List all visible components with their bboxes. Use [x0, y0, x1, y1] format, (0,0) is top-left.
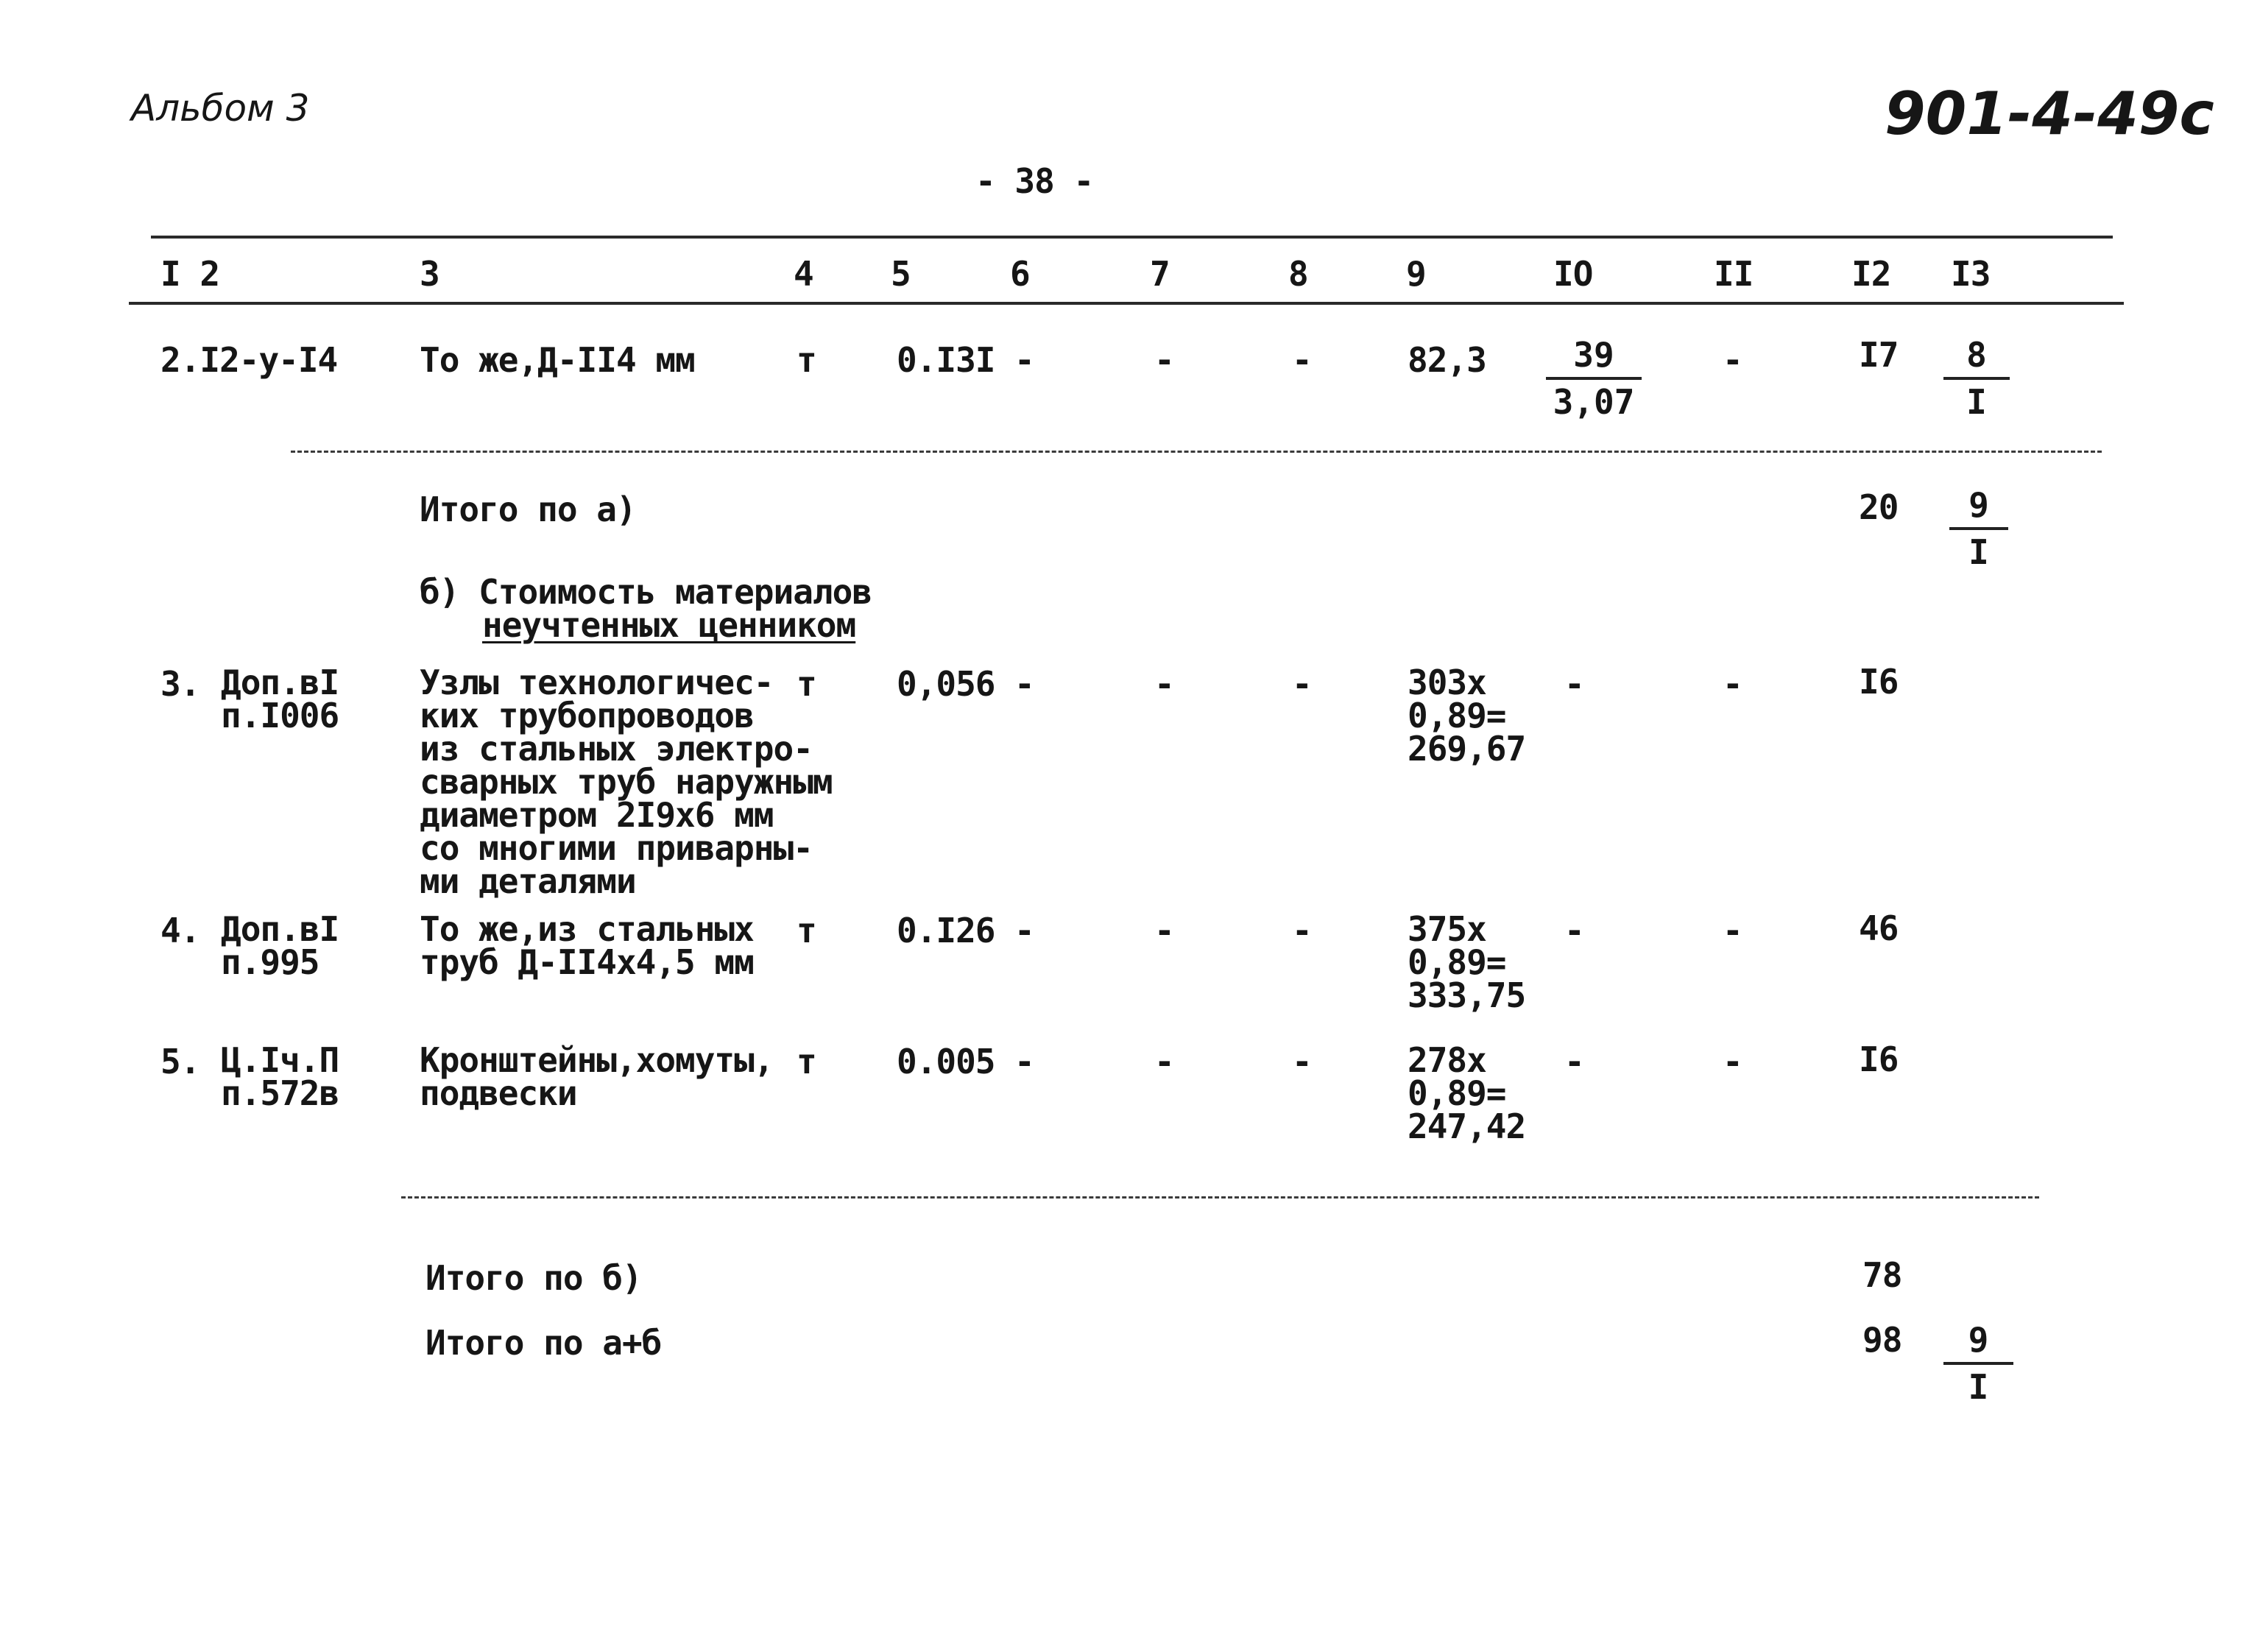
row-col12: I6 [1859, 662, 1899, 702]
row-col8: - [1292, 664, 1312, 704]
fraction-denominator: 3,07 [1553, 382, 1635, 422]
row-name: То же,из стальных труб Д-II4х4,5 мм [420, 909, 754, 982]
fraction-numerator: 39 [1546, 337, 1642, 380]
row-col11: - [1723, 664, 1742, 704]
row-col8: - [1292, 911, 1312, 950]
row-number: 4. [160, 911, 200, 950]
col-header-1-2: I 2 [160, 254, 220, 294]
col-header-7: 7 [1150, 254, 1170, 294]
header-bottom-rule [129, 302, 2124, 305]
row-reference: Ц.Iч.П п.572в [221, 1040, 339, 1113]
row-name: Узлы технологичес- ких трубопроводов из стальных электро- сварных труб наружным диаметром 2I9х6 мм со многими приварны- ми деталями [420, 663, 833, 901]
row-col7: - [1154, 664, 1174, 704]
row-unit: т [797, 340, 816, 380]
col-header-4: 4 [794, 254, 813, 294]
col-header-13: I3 [1951, 254, 1991, 294]
total-a-col12: 20 [1859, 487, 1899, 527]
row-unit: т [797, 1042, 816, 1081]
row-col12: I7 [1859, 335, 1899, 375]
fraction-numerator: 8 [1943, 337, 2010, 380]
row-col8: - [1292, 340, 1312, 380]
row-col6: - [1014, 664, 1034, 704]
row-col10: - [1564, 1042, 1584, 1081]
row-unit: т [797, 911, 816, 950]
row-qty: 0.I26 [897, 911, 995, 950]
col-header-6: 6 [1010, 254, 1030, 294]
album-label: Альбом 3 [131, 87, 310, 130]
row-reference: Доп.вI п.I006 [221, 663, 339, 735]
subtotal-rule [291, 451, 2102, 453]
total-a-label: Итого по а) [420, 490, 636, 529]
fraction-numerator: 9 [1949, 487, 2008, 530]
total-ab-label: Итого по а+б [425, 1323, 662, 1363]
row-name: Кронштейны,хомуты, подвески [420, 1040, 774, 1113]
col-header-5: 5 [891, 254, 911, 294]
col-header-8: 8 [1288, 254, 1308, 294]
fraction-denominator: I [1966, 382, 1987, 422]
row-code: 2.I2-у-I4 [160, 340, 338, 380]
section-b-subtitle: неучтенных ценником [482, 605, 856, 645]
row-qty: 0,056 [897, 664, 995, 704]
row-col10-fraction [1546, 337, 1642, 420]
col-header-10: IO [1553, 254, 1593, 294]
row-col13-fraction [1943, 337, 2010, 420]
row-qty: 0.I3I [897, 340, 995, 380]
total-b-label: Итого по б) [425, 1258, 642, 1298]
subtotal-rule [401, 1196, 2039, 1199]
row-col10: - [1564, 664, 1584, 704]
row-col11: - [1723, 1042, 1742, 1081]
row-col9: 278х 0,89= 247,42 [1408, 1040, 1526, 1146]
row-qty: 0.005 [897, 1042, 995, 1081]
row-reference: Доп.вI п.995 [221, 909, 339, 982]
row-name: То же,Д-II4 мм [420, 340, 695, 380]
fraction-denominator: I [1968, 532, 1989, 572]
total-b-col12: 78 [1862, 1255, 1902, 1295]
row-col12: 46 [1859, 908, 1899, 948]
top-rule [151, 236, 2113, 239]
col-header-12: I2 [1851, 254, 1891, 294]
row-number: 3. [160, 664, 200, 704]
page-number: - 38 - [975, 161, 1094, 201]
row-col9: 303х 0,89= 269,67 [1408, 663, 1526, 769]
col-header-3: 3 [420, 254, 439, 294]
row-col10: - [1564, 911, 1584, 950]
row-col7: - [1154, 1042, 1174, 1081]
fraction-numerator: 9 [1943, 1322, 2013, 1365]
document-code: 901-4-49с [1885, 80, 2214, 148]
row-col7: - [1154, 911, 1174, 950]
row-unit: т [797, 664, 816, 704]
row-col9: 375х 0,89= 333,75 [1408, 909, 1526, 1015]
total-a-col13-fraction [1949, 487, 2008, 570]
total-ab-col13-fraction [1943, 1322, 2013, 1405]
row-col12: I6 [1859, 1039, 1899, 1079]
row-col11: - [1723, 340, 1742, 380]
section-b-title: б) Стоимость материалов [420, 572, 872, 612]
col-header-9: 9 [1406, 254, 1426, 294]
row-col11: - [1723, 911, 1742, 950]
total-ab-col12: 98 [1862, 1320, 1902, 1360]
row-col7: - [1154, 340, 1174, 380]
row-col6: - [1014, 1042, 1034, 1081]
fraction-denominator: I [1968, 1367, 1989, 1407]
col-header-11: II [1714, 254, 1754, 294]
row-col8: - [1292, 1042, 1312, 1081]
row-col9: 82,3 [1408, 340, 1486, 380]
row-col6: - [1014, 911, 1034, 950]
row-number: 5. [160, 1042, 200, 1081]
row-col6: - [1014, 340, 1034, 380]
